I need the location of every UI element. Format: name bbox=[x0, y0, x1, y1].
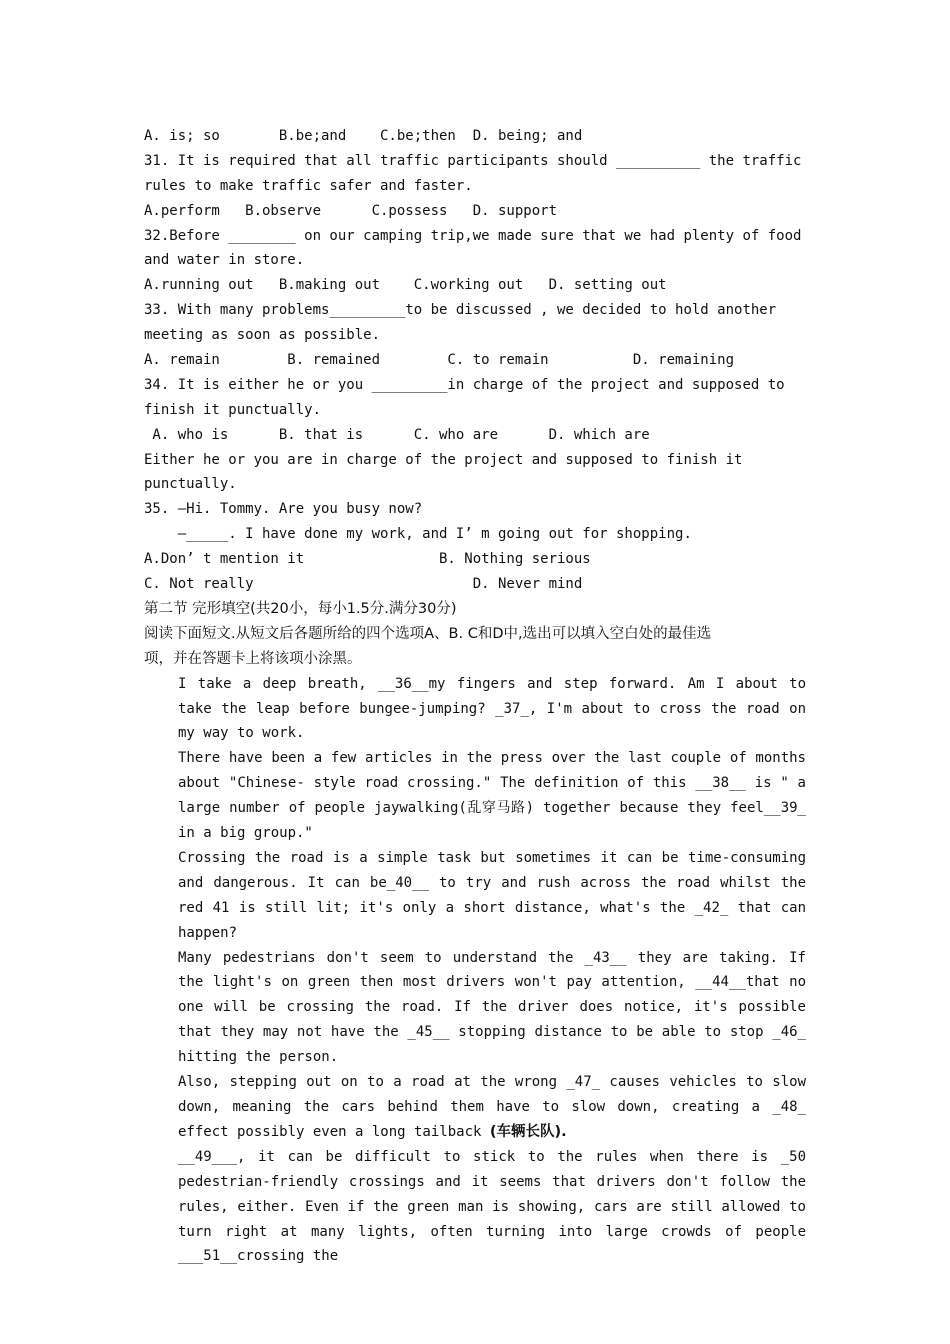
options-34: A. who is B. that is C. who are D. which are bbox=[144, 426, 650, 443]
question-32: 32.Before ________ on our camping trip,we made sure that we had plenty of food bbox=[144, 227, 802, 244]
section-instruction-cont: 项，并在答题卡上将该项小涂黑。 bbox=[144, 650, 362, 667]
question-34: 34. It is either he or you _________in charge of the project and supposed to bbox=[144, 376, 785, 393]
section-title: 第二节 完形填空(共20小，每小1.5分.满分30分) bbox=[144, 600, 457, 617]
note-34: Either he or you are in charge of the project and supposed to finish it bbox=[144, 451, 743, 468]
options-30: A. is; so B.be;and C.be;then D. being; and bbox=[144, 128, 583, 144]
options-35-cd: C. Not really D. Never mind bbox=[144, 576, 583, 593]
document-page bbox=[144, 124, 806, 1269]
options-35-ab: A.Don’ t mention it B. Nothing serious bbox=[144, 551, 591, 568]
options-33: A. remain B. remained C. to remain D. remaining bbox=[144, 352, 735, 369]
question-34-cont: finish it punctually. bbox=[144, 401, 322, 418]
question-32-cont: and water in store. bbox=[144, 252, 305, 269]
options-32: A.running out B.making out C.working out D. setting out bbox=[144, 277, 667, 294]
question-33: 33. With many problems_________to be discussed , we decided to hold another bbox=[144, 302, 777, 319]
section-instruction: 阅读下面短文.从短文后各题所给的四个选项A、B. C和D中,选出可以填入空白处的最佳选 bbox=[144, 625, 712, 642]
passage-paragraph-4: Many pedestrians don't seem to understand the _43__ they are taking. If the light's on green then most drivers won't pay attention, __44__that no one will be crossing the road. If the driver does notice, it's possible that they may not have the _45__ stopping distance to be able to stop _46_ hitting the person. bbox=[178, 949, 806, 1066]
passage-paragraph-2: There have been a few articles in the press over the last couple of months about "Chinese- style road crossing." The definition of this __38__ is " a large number of people jaywalking(乱穿马路) together because they feel__39_ in a big group." bbox=[178, 750, 806, 842]
question-35-reply: —_____. I have done my work, and I’ m going out for shopping. bbox=[144, 526, 692, 543]
question-35: 35. —Hi. Tommy. Are you busy now? bbox=[144, 501, 423, 518]
passage-paragraph-6: __49___, it can be difficult to stick to the rules when there is _50 pedestrian-friendly crossings and it seems that drivers don't follow the rules, either. Even if the green man is showing, cars are still allowed to turn right at many lights, often turning into large crowds of people ___51__crossing the bbox=[178, 1148, 806, 1265]
question-33-cont: meeting as soon as possible. bbox=[144, 327, 381, 344]
question-31-cont: rules to make traffic safer and faster. bbox=[144, 177, 473, 194]
question-31: 31. It is required that all traffic participants should __________ the traffic bbox=[144, 152, 802, 169]
passage-paragraph-5-text: Also, stepping out on to a road at the wrong _47_ causes vehicles to slow down, meaning the cars behind them have to slow down, creating a _48_ effect possibly even a long tailback bbox=[178, 1074, 806, 1140]
passage-paragraph-5 bbox=[144, 1070, 806, 1145]
passage-paragraph-1: I take a deep breath, __36__my fingers and step forward. Am I about to take the leap before bungee-jumping? _37_, I'm about to cross the road on my way to work. bbox=[178, 675, 806, 742]
tailback-note: (车辆长队). bbox=[489, 1123, 567, 1140]
passage-paragraph-3: Crossing the road is a simple task but sometimes it can be time-consuming and dangerous. It can be_40__ to try and rush across the road whilst the red 41 is still lit; it's only a short distance, what's the _42_ that can happen? bbox=[178, 849, 806, 941]
options-31: A.perform B.observe C.possess D. support bbox=[144, 202, 558, 219]
note-34-cont: punctually. bbox=[144, 476, 237, 493]
